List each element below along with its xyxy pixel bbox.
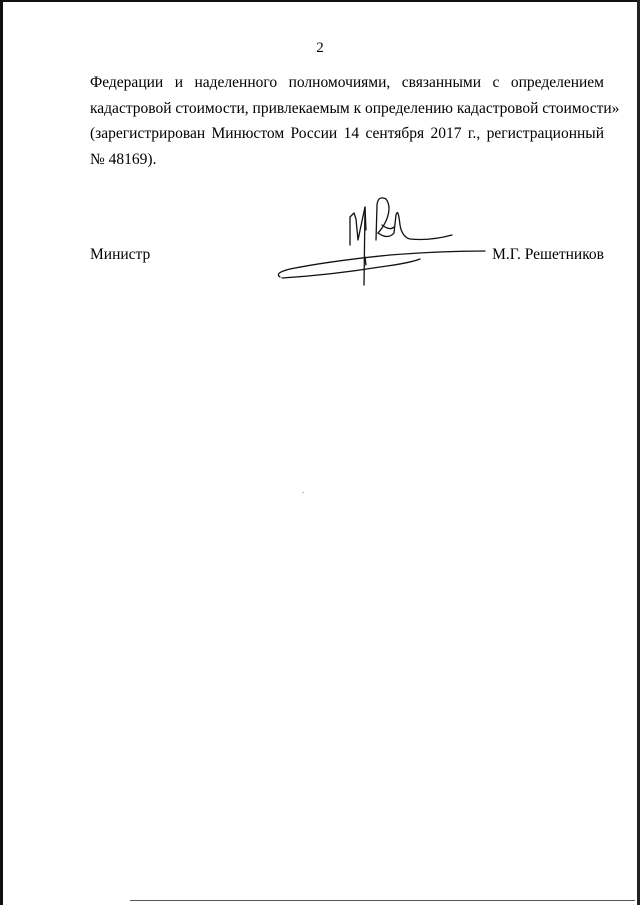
- paragraph-line: Федерации и наделенного полномочиями, связанными с определением: [90, 74, 604, 91]
- signatory-name: М.Г. Решетников: [492, 246, 604, 263]
- handwritten-signature: [270, 185, 490, 290]
- document-paragraph: [90, 70, 620, 172]
- scan-border-left: [0, 0, 3, 905]
- scan-border-bottom: [130, 900, 635, 901]
- page-number: 2: [316, 40, 324, 56]
- signatory-title: Министр: [90, 246, 151, 263]
- scan-artifact: [302, 492, 304, 493]
- scan-border-top: [0, 0, 640, 2]
- paragraph-line: № 48169).: [90, 150, 157, 168]
- paragraph-line: кадастровой стоимости, привлекаемым к определению кадастровой стоимости»: [90, 99, 620, 117]
- paragraph-line: (зарегистрирован Минюстом России 14 сентября 2017 г., регистрационный: [90, 125, 604, 142]
